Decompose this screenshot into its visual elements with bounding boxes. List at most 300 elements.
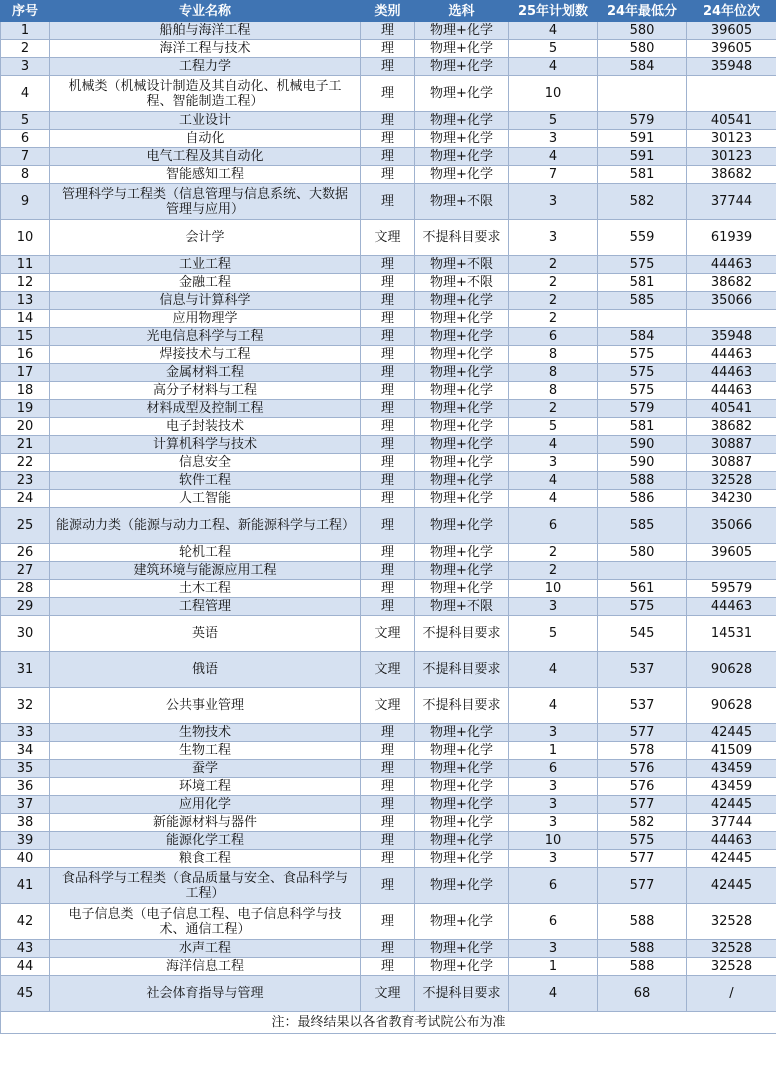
subject-requirement: 物理+化学 bbox=[415, 436, 509, 454]
plan-2025: 2 bbox=[509, 292, 598, 310]
category: 理 bbox=[361, 166, 415, 184]
row-index: 19 bbox=[1, 400, 50, 418]
row-index: 41 bbox=[1, 868, 50, 904]
subject-requirement: 物理+化学 bbox=[415, 490, 509, 508]
rank-2024: 32528 bbox=[687, 904, 776, 940]
min-score-2024: 580 bbox=[598, 22, 687, 40]
table-row bbox=[1, 814, 776, 832]
header-row bbox=[1, 1, 776, 22]
plan-2025: 4 bbox=[509, 976, 598, 1012]
row-index: 42 bbox=[1, 904, 50, 940]
category: 理 bbox=[361, 436, 415, 454]
min-score-2024: 559 bbox=[598, 220, 687, 256]
rank-2024 bbox=[687, 310, 776, 328]
rank-2024: 37744 bbox=[687, 814, 776, 832]
rank-2024: 34230 bbox=[687, 490, 776, 508]
table-row bbox=[1, 184, 776, 220]
plan-2025: 3 bbox=[509, 598, 598, 616]
category: 理 bbox=[361, 850, 415, 868]
row-index: 26 bbox=[1, 544, 50, 562]
rank-2024: 39605 bbox=[687, 40, 776, 58]
row-index: 6 bbox=[1, 130, 50, 148]
plan-2025: 3 bbox=[509, 850, 598, 868]
row-index: 30 bbox=[1, 616, 50, 652]
table-row bbox=[1, 40, 776, 58]
subject-requirement: 物理+化学 bbox=[415, 130, 509, 148]
plan-2025: 2 bbox=[509, 400, 598, 418]
plan-2025: 10 bbox=[509, 832, 598, 850]
plan-2025: 8 bbox=[509, 346, 598, 364]
major-name: 英语 bbox=[50, 616, 361, 652]
note-row bbox=[1, 1012, 776, 1034]
rank-2024: 39605 bbox=[687, 22, 776, 40]
min-score-2024: 582 bbox=[598, 814, 687, 832]
table-row bbox=[1, 958, 776, 976]
rank-2024: 40541 bbox=[687, 112, 776, 130]
row-index: 3 bbox=[1, 58, 50, 76]
major-name: 材料成型及控制工程 bbox=[50, 400, 361, 418]
category: 理 bbox=[361, 274, 415, 292]
row-index: 21 bbox=[1, 436, 50, 454]
category: 理 bbox=[361, 832, 415, 850]
min-score-2024: 575 bbox=[598, 598, 687, 616]
major-name: 软件工程 bbox=[50, 472, 361, 490]
plan-2025: 4 bbox=[509, 58, 598, 76]
rank-2024: 38682 bbox=[687, 274, 776, 292]
plan-2025: 10 bbox=[509, 76, 598, 112]
min-score-2024: 581 bbox=[598, 274, 687, 292]
plan-2025: 4 bbox=[509, 436, 598, 454]
plan-2025: 6 bbox=[509, 904, 598, 940]
plan-2025: 2 bbox=[509, 544, 598, 562]
rank-2024: 35066 bbox=[687, 292, 776, 310]
row-index: 25 bbox=[1, 508, 50, 544]
min-score-2024: 577 bbox=[598, 724, 687, 742]
rank-2024: 30887 bbox=[687, 454, 776, 472]
row-index: 1 bbox=[1, 22, 50, 40]
min-score-2024: 577 bbox=[598, 868, 687, 904]
category: 理 bbox=[361, 580, 415, 598]
table-row bbox=[1, 346, 776, 364]
rank-2024: 42445 bbox=[687, 724, 776, 742]
major-name: 电子信息类（电子信息工程、电子信息科学与技术、通信工程） bbox=[50, 904, 361, 940]
rank-2024: 35948 bbox=[687, 328, 776, 346]
min-score-2024: 68 bbox=[598, 976, 687, 1012]
table-row bbox=[1, 436, 776, 454]
category: 理 bbox=[361, 490, 415, 508]
plan-2025: 6 bbox=[509, 760, 598, 778]
subject-requirement: 物理+化学 bbox=[415, 346, 509, 364]
category: 文理 bbox=[361, 616, 415, 652]
min-score-2024: 588 bbox=[598, 940, 687, 958]
table-row bbox=[1, 328, 776, 346]
plan-2025: 3 bbox=[509, 724, 598, 742]
rank-2024 bbox=[687, 76, 776, 112]
table-row bbox=[1, 724, 776, 742]
major-name: 工程力学 bbox=[50, 58, 361, 76]
category: 理 bbox=[361, 328, 415, 346]
major-name: 轮机工程 bbox=[50, 544, 361, 562]
row-index: 43 bbox=[1, 940, 50, 958]
subject-requirement: 不提科目要求 bbox=[415, 688, 509, 724]
min-score-2024 bbox=[598, 562, 687, 580]
row-index: 20 bbox=[1, 418, 50, 436]
subject-requirement: 物理+化学 bbox=[415, 760, 509, 778]
row-index: 36 bbox=[1, 778, 50, 796]
subject-requirement: 物理+不限 bbox=[415, 274, 509, 292]
subject-requirement: 物理+化学 bbox=[415, 868, 509, 904]
major-name: 金属材料工程 bbox=[50, 364, 361, 382]
header-index: 序号 bbox=[1, 1, 50, 22]
table-row bbox=[1, 850, 776, 868]
table-row bbox=[1, 148, 776, 166]
min-score-2024: 584 bbox=[598, 328, 687, 346]
min-score-2024: 588 bbox=[598, 958, 687, 976]
subject-requirement: 不提科目要求 bbox=[415, 616, 509, 652]
subject-requirement: 物理+化学 bbox=[415, 832, 509, 850]
subject-requirement: 物理+化学 bbox=[415, 166, 509, 184]
rank-2024: / bbox=[687, 976, 776, 1012]
subject-requirement: 物理+化学 bbox=[415, 40, 509, 58]
category: 文理 bbox=[361, 688, 415, 724]
plan-2025: 4 bbox=[509, 652, 598, 688]
row-index: 7 bbox=[1, 148, 50, 166]
min-score-2024: 588 bbox=[598, 904, 687, 940]
subject-requirement: 物理+化学 bbox=[415, 328, 509, 346]
category: 理 bbox=[361, 778, 415, 796]
rank-2024: 30123 bbox=[687, 148, 776, 166]
rank-2024: 43459 bbox=[687, 760, 776, 778]
plan-2025: 3 bbox=[509, 814, 598, 832]
plan-2025: 3 bbox=[509, 220, 598, 256]
table-row bbox=[1, 742, 776, 760]
table-row bbox=[1, 616, 776, 652]
major-name: 光电信息科学与工程 bbox=[50, 328, 361, 346]
plan-2025: 1 bbox=[509, 742, 598, 760]
rank-2024: 44463 bbox=[687, 256, 776, 274]
plan-2025: 3 bbox=[509, 130, 598, 148]
plan-2025: 5 bbox=[509, 112, 598, 130]
row-index: 17 bbox=[1, 364, 50, 382]
category: 理 bbox=[361, 400, 415, 418]
min-score-2024: 579 bbox=[598, 112, 687, 130]
category: 理 bbox=[361, 760, 415, 778]
min-score-2024: 590 bbox=[598, 436, 687, 454]
rank-2024: 42445 bbox=[687, 796, 776, 814]
min-score-2024: 545 bbox=[598, 616, 687, 652]
major-name: 信息与计算科学 bbox=[50, 292, 361, 310]
table-row bbox=[1, 904, 776, 940]
min-score-2024: 581 bbox=[598, 166, 687, 184]
plan-2025: 5 bbox=[509, 40, 598, 58]
major-name: 土木工程 bbox=[50, 580, 361, 598]
major-name: 俄语 bbox=[50, 652, 361, 688]
rank-2024: 14531 bbox=[687, 616, 776, 652]
row-index: 2 bbox=[1, 40, 50, 58]
major-name: 蚕学 bbox=[50, 760, 361, 778]
subject-requirement: 物理+化学 bbox=[415, 310, 509, 328]
major-name: 金融工程 bbox=[50, 274, 361, 292]
rank-2024: 37744 bbox=[687, 184, 776, 220]
category: 理 bbox=[361, 58, 415, 76]
rank-2024: 32528 bbox=[687, 940, 776, 958]
table-row bbox=[1, 166, 776, 184]
category: 理 bbox=[361, 148, 415, 166]
rank-2024: 30887 bbox=[687, 436, 776, 454]
table-row bbox=[1, 58, 776, 76]
plan-2025: 5 bbox=[509, 418, 598, 436]
row-index: 27 bbox=[1, 562, 50, 580]
footnote: 注：最终结果以各省教育考试院公布为准 bbox=[1, 1012, 776, 1034]
major-name: 海洋信息工程 bbox=[50, 958, 361, 976]
major-name: 社会体育指导与管理 bbox=[50, 976, 361, 1012]
subject-requirement: 不提科目要求 bbox=[415, 220, 509, 256]
major-name: 海洋工程与技术 bbox=[50, 40, 361, 58]
min-score-2024: 575 bbox=[598, 832, 687, 850]
plan-2025: 10 bbox=[509, 580, 598, 598]
table-row bbox=[1, 796, 776, 814]
table-row bbox=[1, 940, 776, 958]
category: 理 bbox=[361, 868, 415, 904]
major-name: 计算机科学与技术 bbox=[50, 436, 361, 454]
major-name: 食品科学与工程类（食品质量与安全、食品科学与工程） bbox=[50, 868, 361, 904]
category: 理 bbox=[361, 904, 415, 940]
rank-2024: 32528 bbox=[687, 472, 776, 490]
major-name: 焊接技术与工程 bbox=[50, 346, 361, 364]
plan-2025: 2 bbox=[509, 256, 598, 274]
major-name: 人工智能 bbox=[50, 490, 361, 508]
header-plan-2025: 25年计划数 bbox=[509, 1, 598, 22]
row-index: 10 bbox=[1, 220, 50, 256]
header-min-score-2024: 24年最低分 bbox=[598, 1, 687, 22]
min-score-2024: 575 bbox=[598, 364, 687, 382]
subject-requirement: 物理+化学 bbox=[415, 796, 509, 814]
rank-2024: 44463 bbox=[687, 382, 776, 400]
major-name: 机械类（机械设计制造及其自动化、机械电子工程、智能制造工程） bbox=[50, 76, 361, 112]
min-score-2024: 576 bbox=[598, 778, 687, 796]
plan-2025: 7 bbox=[509, 166, 598, 184]
header-major: 专业名称 bbox=[50, 1, 361, 22]
major-name: 工程管理 bbox=[50, 598, 361, 616]
table-row bbox=[1, 418, 776, 436]
rank-2024: 61939 bbox=[687, 220, 776, 256]
category: 理 bbox=[361, 346, 415, 364]
row-index: 40 bbox=[1, 850, 50, 868]
row-index: 23 bbox=[1, 472, 50, 490]
min-score-2024: 576 bbox=[598, 760, 687, 778]
major-name: 会计学 bbox=[50, 220, 361, 256]
rank-2024: 44463 bbox=[687, 832, 776, 850]
row-index: 37 bbox=[1, 796, 50, 814]
min-score-2024: 537 bbox=[598, 688, 687, 724]
min-score-2024: 586 bbox=[598, 490, 687, 508]
min-score-2024: 584 bbox=[598, 58, 687, 76]
subject-requirement: 物理+化学 bbox=[415, 472, 509, 490]
min-score-2024: 580 bbox=[598, 40, 687, 58]
subject-requirement: 物理+化学 bbox=[415, 400, 509, 418]
min-score-2024 bbox=[598, 310, 687, 328]
category: 理 bbox=[361, 940, 415, 958]
min-score-2024: 588 bbox=[598, 472, 687, 490]
min-score-2024: 585 bbox=[598, 292, 687, 310]
table-row bbox=[1, 976, 776, 1012]
category: 理 bbox=[361, 418, 415, 436]
rank-2024: 42445 bbox=[687, 868, 776, 904]
plan-2025: 6 bbox=[509, 868, 598, 904]
rank-2024: 38682 bbox=[687, 418, 776, 436]
subject-requirement: 物理+化学 bbox=[415, 778, 509, 796]
min-score-2024: 561 bbox=[598, 580, 687, 598]
plan-2025: 8 bbox=[509, 364, 598, 382]
rank-2024: 40541 bbox=[687, 400, 776, 418]
row-index: 8 bbox=[1, 166, 50, 184]
major-name: 智能感知工程 bbox=[50, 166, 361, 184]
major-name: 管理科学与工程类（信息管理与信息系统、大数据管理与应用） bbox=[50, 184, 361, 220]
plan-2025: 4 bbox=[509, 688, 598, 724]
plan-2025: 3 bbox=[509, 796, 598, 814]
category: 文理 bbox=[361, 220, 415, 256]
rank-2024: 42445 bbox=[687, 850, 776, 868]
rank-2024: 38682 bbox=[687, 166, 776, 184]
subject-requirement: 物理+化学 bbox=[415, 544, 509, 562]
subject-requirement: 物理+化学 bbox=[415, 364, 509, 382]
subject-requirement: 物理+不限 bbox=[415, 184, 509, 220]
category: 理 bbox=[361, 130, 415, 148]
category: 理 bbox=[361, 796, 415, 814]
subject-requirement: 物理+不限 bbox=[415, 256, 509, 274]
plan-2025: 4 bbox=[509, 490, 598, 508]
table-row bbox=[1, 868, 776, 904]
row-index: 31 bbox=[1, 652, 50, 688]
rank-2024: 32528 bbox=[687, 958, 776, 976]
plan-2025: 4 bbox=[509, 22, 598, 40]
major-name: 应用物理学 bbox=[50, 310, 361, 328]
plan-2025: 6 bbox=[509, 508, 598, 544]
row-index: 29 bbox=[1, 598, 50, 616]
subject-requirement: 物理+化学 bbox=[415, 958, 509, 976]
category: 理 bbox=[361, 814, 415, 832]
plan-2025: 3 bbox=[509, 940, 598, 958]
category: 理 bbox=[361, 292, 415, 310]
header-rank-2024: 24年位次 bbox=[687, 1, 776, 22]
subject-requirement: 物理+不限 bbox=[415, 598, 509, 616]
table-row bbox=[1, 760, 776, 778]
plan-2025: 6 bbox=[509, 328, 598, 346]
subject-requirement: 物理+化学 bbox=[415, 76, 509, 112]
table-row bbox=[1, 652, 776, 688]
table-row bbox=[1, 490, 776, 508]
rank-2024: 39605 bbox=[687, 544, 776, 562]
rank-2024: 90628 bbox=[687, 652, 776, 688]
subject-requirement: 物理+化学 bbox=[415, 292, 509, 310]
category: 理 bbox=[361, 724, 415, 742]
plan-2025: 1 bbox=[509, 958, 598, 976]
row-index: 44 bbox=[1, 958, 50, 976]
category: 理 bbox=[361, 184, 415, 220]
subject-requirement: 物理+化学 bbox=[415, 742, 509, 760]
plan-2025: 4 bbox=[509, 472, 598, 490]
category: 理 bbox=[361, 598, 415, 616]
table-row bbox=[1, 382, 776, 400]
rank-2024: 35066 bbox=[687, 508, 776, 544]
subject-requirement: 物理+化学 bbox=[415, 724, 509, 742]
subject-requirement: 物理+化学 bbox=[415, 22, 509, 40]
subject-requirement: 物理+化学 bbox=[415, 418, 509, 436]
table-row bbox=[1, 76, 776, 112]
table-row bbox=[1, 562, 776, 580]
major-name: 公共事业管理 bbox=[50, 688, 361, 724]
min-score-2024: 591 bbox=[598, 148, 687, 166]
major-name: 工业设计 bbox=[50, 112, 361, 130]
table-row bbox=[1, 688, 776, 724]
plan-2025: 5 bbox=[509, 616, 598, 652]
subject-requirement: 物理+化学 bbox=[415, 382, 509, 400]
subject-requirement: 物理+化学 bbox=[415, 148, 509, 166]
table-row bbox=[1, 130, 776, 148]
subject-requirement: 物理+化学 bbox=[415, 904, 509, 940]
plan-2025: 8 bbox=[509, 382, 598, 400]
row-index: 33 bbox=[1, 724, 50, 742]
table-row bbox=[1, 364, 776, 382]
table-row bbox=[1, 112, 776, 130]
category: 理 bbox=[361, 454, 415, 472]
major-name: 自动化 bbox=[50, 130, 361, 148]
category: 理 bbox=[361, 22, 415, 40]
plan-2025: 2 bbox=[509, 310, 598, 328]
category: 文理 bbox=[361, 652, 415, 688]
table-row bbox=[1, 472, 776, 490]
major-name: 环境工程 bbox=[50, 778, 361, 796]
row-index: 9 bbox=[1, 184, 50, 220]
subject-requirement: 物理+化学 bbox=[415, 814, 509, 832]
subject-requirement: 不提科目要求 bbox=[415, 652, 509, 688]
min-score-2024: 585 bbox=[598, 508, 687, 544]
category: 理 bbox=[361, 508, 415, 544]
major-name: 工业工程 bbox=[50, 256, 361, 274]
row-index: 18 bbox=[1, 382, 50, 400]
row-index: 14 bbox=[1, 310, 50, 328]
min-score-2024: 580 bbox=[598, 544, 687, 562]
row-index: 28 bbox=[1, 580, 50, 598]
row-index: 34 bbox=[1, 742, 50, 760]
subject-requirement: 物理+化学 bbox=[415, 112, 509, 130]
category: 理 bbox=[361, 382, 415, 400]
rank-2024: 41509 bbox=[687, 742, 776, 760]
min-score-2024 bbox=[598, 76, 687, 112]
row-index: 24 bbox=[1, 490, 50, 508]
major-name: 能源化学工程 bbox=[50, 832, 361, 850]
table-row bbox=[1, 400, 776, 418]
plan-2025: 3 bbox=[509, 184, 598, 220]
min-score-2024: 575 bbox=[598, 382, 687, 400]
category: 理 bbox=[361, 40, 415, 58]
major-name: 应用化学 bbox=[50, 796, 361, 814]
table-row bbox=[1, 454, 776, 472]
category: 理 bbox=[361, 76, 415, 112]
major-name: 生物工程 bbox=[50, 742, 361, 760]
plan-2025: 3 bbox=[509, 778, 598, 796]
category: 理 bbox=[361, 364, 415, 382]
table-row bbox=[1, 508, 776, 544]
table-row bbox=[1, 310, 776, 328]
subject-requirement: 物理+化学 bbox=[415, 850, 509, 868]
rank-2024: 35948 bbox=[687, 58, 776, 76]
min-score-2024: 590 bbox=[598, 454, 687, 472]
rank-2024: 44463 bbox=[687, 346, 776, 364]
major-name: 船舶与海洋工程 bbox=[50, 22, 361, 40]
major-name: 能源动力类（能源与动力工程、新能源科学与工程） bbox=[50, 508, 361, 544]
table-row bbox=[1, 220, 776, 256]
